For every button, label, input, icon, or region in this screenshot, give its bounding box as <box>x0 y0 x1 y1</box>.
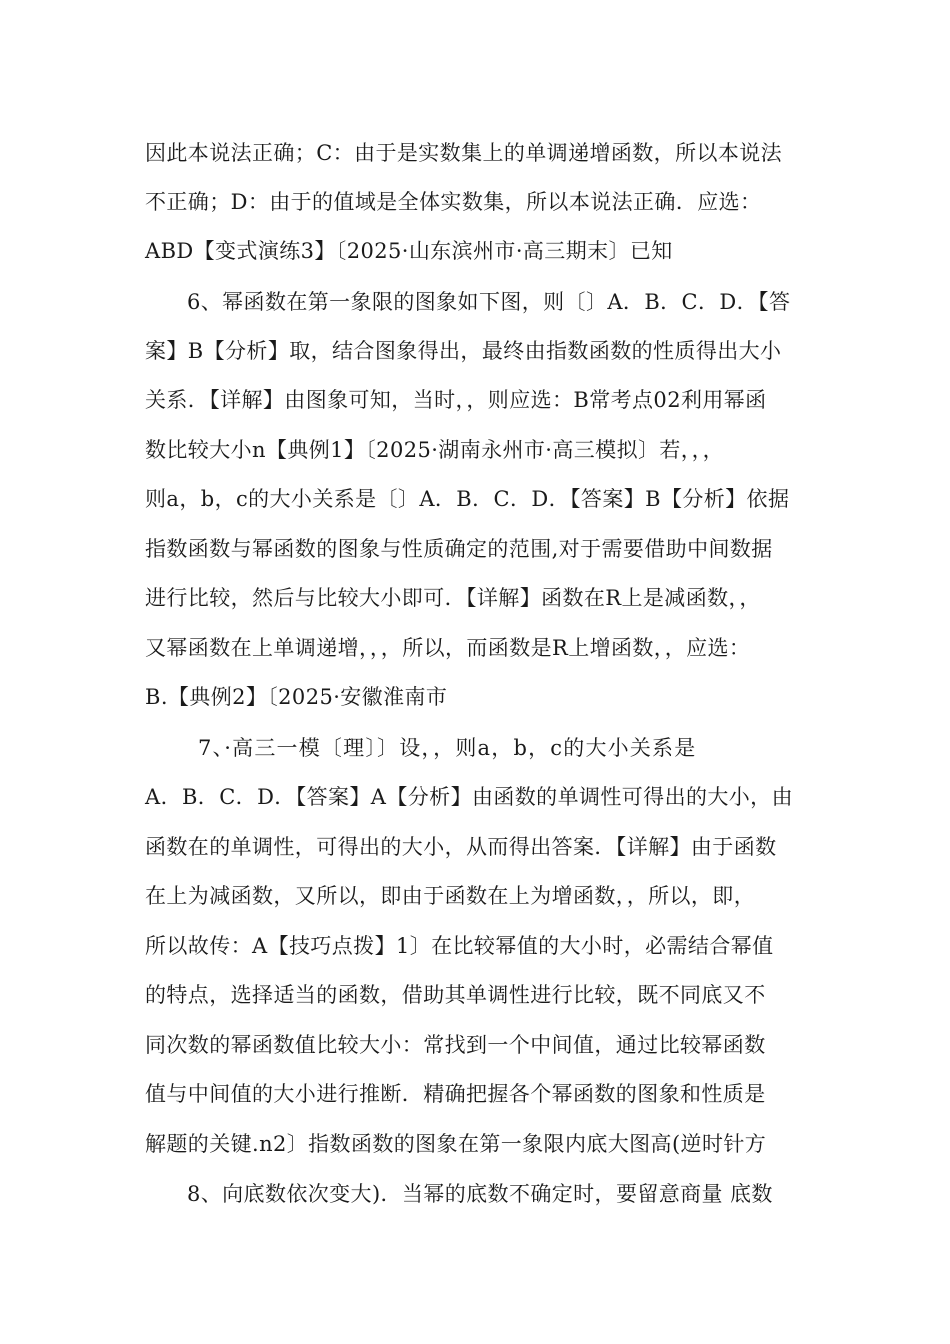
text-line: 数比较大小n【典例1】〔2025·湖南永州市·高三模拟〕若，，， <box>145 438 724 462</box>
text-line: 在上为减函数，又所以，即由于函数在上为增函数，，所以，即， <box>145 884 756 908</box>
text-line: 7、·高三一模〔理〕〕设，，则a，b，c的大小关系是 <box>198 736 697 760</box>
text-line: 因此本说法正确；C：由于是实数集上的单调递增函数，所以本说法 <box>145 141 783 165</box>
text-line: 不正确；D：由于的值域是全体实数集，所以本说法正确．应选： <box>145 190 762 214</box>
text-line: 的特点，选择适当的函数，借助其单调性进行比较，既不同底又不 <box>145 983 766 1007</box>
text-line: 同次数的幂函数值比较大小：常找到一个中间值，通过比较幂函数 <box>145 1033 766 1057</box>
text-line: B.【典例2】〔2025·安徽淮南市 <box>145 685 448 709</box>
text-line: 8、向底数依次变大)．当幂的底数不确定时，要留意商量 底数 <box>187 1182 773 1206</box>
text-line: 解题的关键.n2〕指数函数的图象在第一象限内底大图高(逆时针方 <box>145 1132 767 1156</box>
text-line: 案】B【分析】取，结合图象得出，最终由指数函数的性质得出大小 <box>145 339 782 363</box>
text-line: 则a，b，c的大小关系是〔〕A．B．C．D．【答案】B【分析】依据 <box>145 487 790 511</box>
text-line: 进行比较，然后与比较大小即可．【详解】函数在R上是减函数，， <box>145 586 761 610</box>
text-line: 指数函数与幂函数的图象与性质确定的范围,对于需要借助中间数据 <box>145 537 773 561</box>
text-line: A．B．C．D．【答案】A【分析】由函数的单调性可得出的大小，由 <box>145 785 793 809</box>
text-line: 6、幂函数在第一象限的图象如下图，则〔〕A．B．C．D．【答 <box>187 290 791 314</box>
text-line: 值与中间值的大小进行推断．精确把握各个幂函数的图象和性质是 <box>145 1082 766 1106</box>
text-line: 函数在的单调性，可得出的大小，从而得出答案．【详解】由于函数 <box>145 835 777 859</box>
text-line: ABD【变式演练3】〔2025·山东滨州市·高三期末〕已知 <box>145 239 673 263</box>
text-line: 所以故传：A【技巧点拨】1〕在比较幂值的大小时，必需结合幂值 <box>145 934 774 958</box>
text-line: 又幂函数在上单调递增，，，所以，而函数是R上增函数，，应选： <box>145 636 751 660</box>
text-line: 关系．【详解】由图象可知，当时，，则应选：B常考点02利用幂函 <box>145 388 767 412</box>
